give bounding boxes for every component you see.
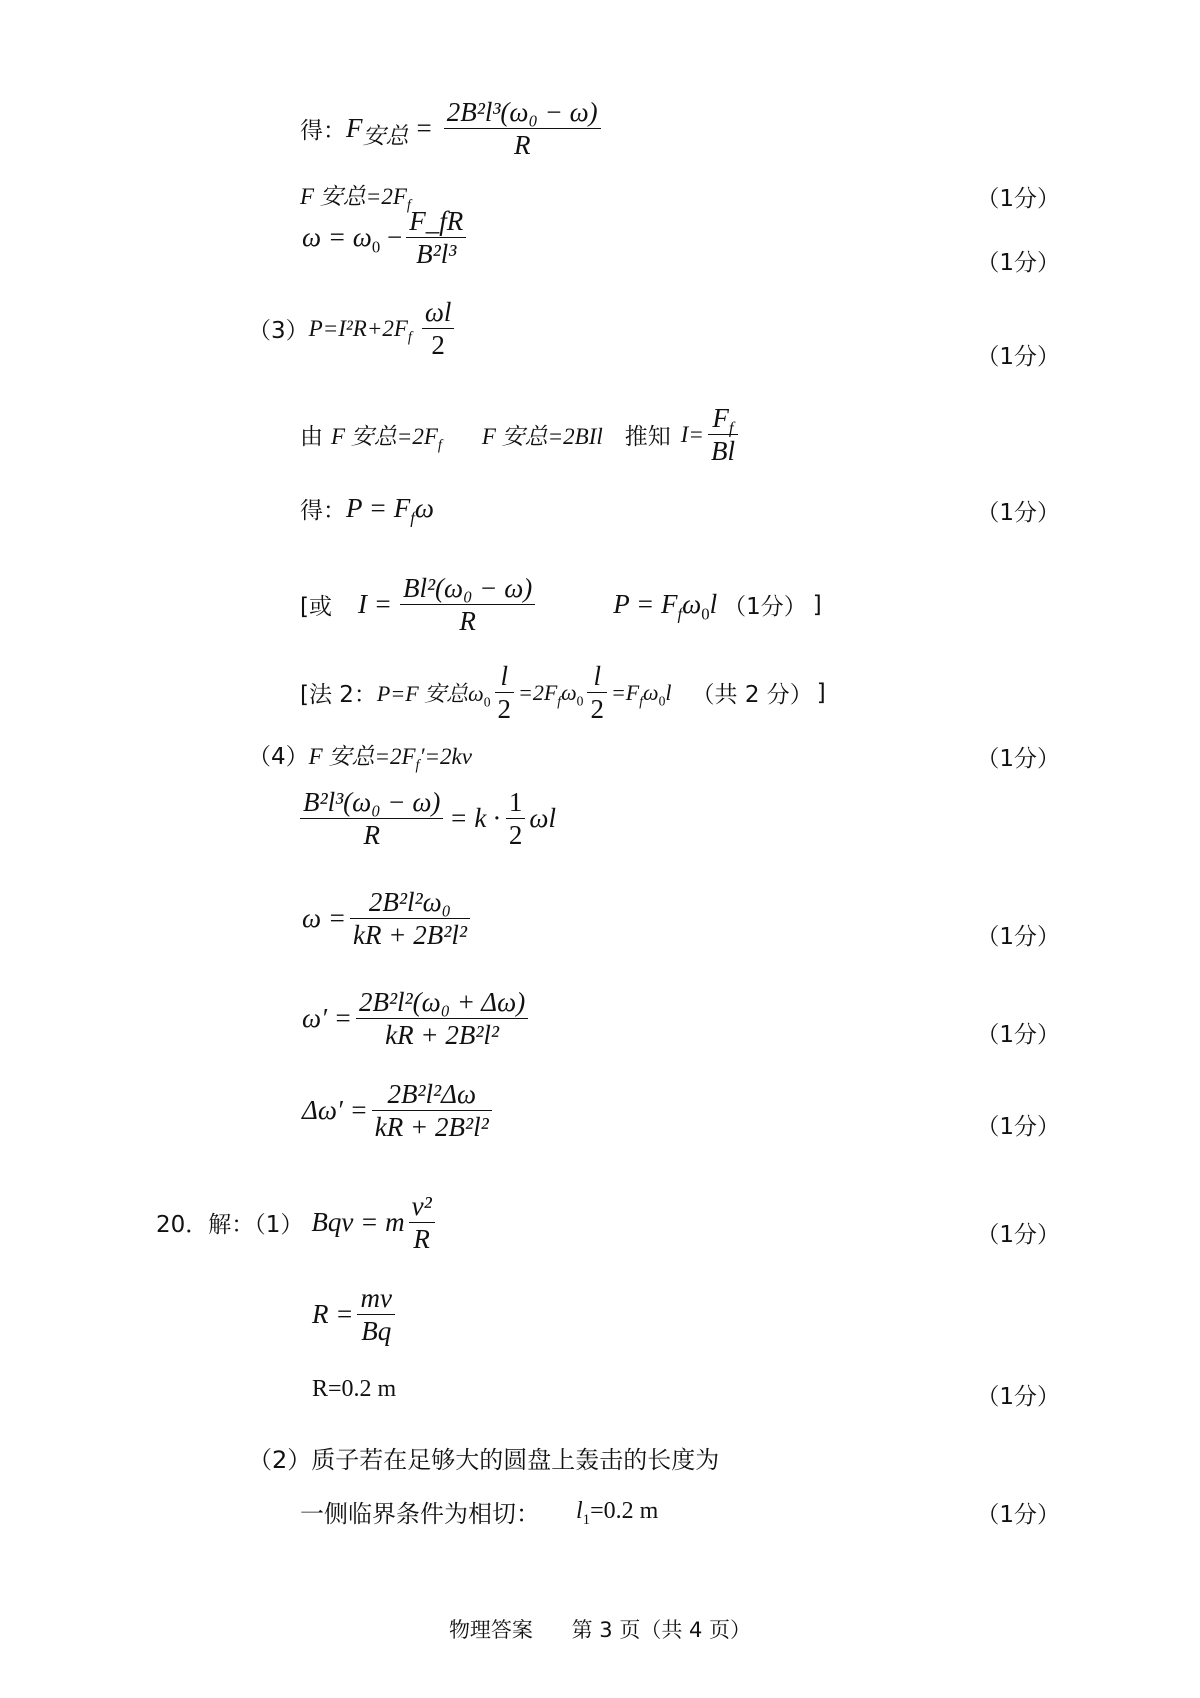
fraction: $\frac{l}{2}$ <box>587 660 607 726</box>
equation-line <box>300 402 742 468</box>
equation-line <box>248 738 472 774</box>
score: （1分） <box>976 1222 1060 1248</box>
math: = <box>416 113 432 144</box>
text: ] <box>812 591 822 618</box>
score: （1分） <box>976 500 1060 526</box>
item-label: （4） <box>248 744 309 770</box>
text: [或 <box>300 594 332 621</box>
equation-line <box>302 205 470 271</box>
question-label: 20．解：（1） <box>156 1212 304 1239</box>
score: （1分） <box>976 1114 1060 1140</box>
text: ] <box>816 679 826 706</box>
equation-line <box>312 1376 396 1403</box>
equation-line <box>156 1190 439 1256</box>
fraction: $\frac{l}{2}$ <box>495 660 515 726</box>
fraction: $\frac{mv}{Bq}$ <box>357 1282 394 1348</box>
score: （1分） <box>976 924 1060 950</box>
math: $P=I^2R+2F_f$ <box>308 315 412 346</box>
score: （1分） <box>723 594 807 621</box>
footer-page-number: 第 3 页（共 4 页） <box>571 1618 752 1642</box>
math: = k · <box>449 803 500 834</box>
score: （1分） <box>976 1022 1060 1048</box>
equation-line <box>302 1078 496 1144</box>
equation-line <box>300 786 556 852</box>
equation-line <box>248 296 458 362</box>
math: I = <box>357 589 392 620</box>
text: 得： <box>300 118 346 145</box>
math: F 安总$=2F_f$ <box>331 424 442 454</box>
equation-line <box>300 572 822 638</box>
fraction: $\frac{\text{Bl²(ω₀ − ω)}}{R}$ <box>400 572 535 638</box>
score: （1分） <box>976 344 1060 370</box>
math: ω = <box>302 903 347 934</box>
fraction: $\frac{1}{2}$ <box>506 786 526 852</box>
math: R = <box>312 1299 354 1330</box>
math: P=F 安总$\omega_0$ <box>376 681 491 710</box>
score: （1分） <box>976 746 1060 772</box>
score: （1分） <box>976 250 1060 276</box>
footer-subject: 物理答案 <box>448 1618 533 1642</box>
math: Bqv = m <box>311 1207 405 1238</box>
fraction: $\frac{\text{v²}}{R}$ <box>409 1190 435 1256</box>
text: [法 2： <box>300 682 377 709</box>
math: F 安总$=2F_f$ <box>300 184 411 214</box>
text: 一侧临界条件为相切： <box>300 1500 540 1528</box>
equation-line <box>302 886 474 952</box>
score: （1分） <box>976 1384 1060 1410</box>
equation-line <box>302 986 532 1052</box>
fraction: $\frac{F\_fR}{\text{B²l³}}$ <box>406 205 466 271</box>
fraction: $\frac{\text{2B²l²(ω₀ + Δω)}}{\text{kR + 2B²l²}}$ <box>356 986 528 1052</box>
text-line <box>300 1494 658 1529</box>
math: $\omega = \omega_0$ − <box>302 222 403 257</box>
math: $F_{安总}$ <box>346 113 409 150</box>
math: $=2F_f\omega_0$ <box>518 679 584 709</box>
math: ω′ = <box>302 1003 352 1034</box>
math: $P = F_f\omega_0l$ <box>613 589 718 624</box>
text: （2）质子若在足够大的圆盘上轰击的长度为 <box>248 1446 720 1474</box>
math: F 安总$=2F_f'=2kv$ <box>308 744 472 774</box>
text: 得： <box>300 498 346 524</box>
equation-line <box>300 492 434 528</box>
fraction: $\frac{F_f}{Bl}$ <box>708 402 738 468</box>
equation-line <box>300 96 605 162</box>
fraction: $\frac{\omega l}{2}$ <box>422 296 455 362</box>
note: （共 2 分） <box>691 682 813 709</box>
text-line <box>248 1440 719 1475</box>
math: R=0.2 m <box>312 1376 397 1402</box>
math: $=F_f\omega_0l$ <box>610 679 672 709</box>
fraction: $\frac{\text{2B²l²Δω}}{\text{kR + 2B²l²}}$ <box>372 1078 492 1144</box>
page-footer <box>0 1614 1200 1644</box>
item-label: （3） <box>248 318 309 345</box>
math: F 安总=2BIl <box>481 424 603 450</box>
math: $P = F_f\omega$ <box>346 493 434 528</box>
fraction: $\frac{\text{2B²l³(ω₀ − ω)}}{R}$ <box>444 96 601 162</box>
fraction: $\frac{\text{2B²l²ω₀}}{\text{kR + 2B²l²}}$ <box>350 886 470 952</box>
math: Δω′ = <box>302 1095 368 1126</box>
math: $l_1=0.2$ m <box>576 1498 659 1528</box>
math: I= <box>680 421 704 447</box>
equation-line <box>312 1282 399 1348</box>
text: 由 <box>300 424 323 451</box>
text: 推知 <box>624 424 671 451</box>
math: ωl <box>529 803 556 834</box>
score: （1分） <box>976 186 1060 212</box>
score: （1分） <box>976 1502 1060 1528</box>
equation-line <box>300 660 826 726</box>
fraction: $\frac{\text{B²l³(ω₀ − ω)}}{R}$ <box>300 786 443 852</box>
